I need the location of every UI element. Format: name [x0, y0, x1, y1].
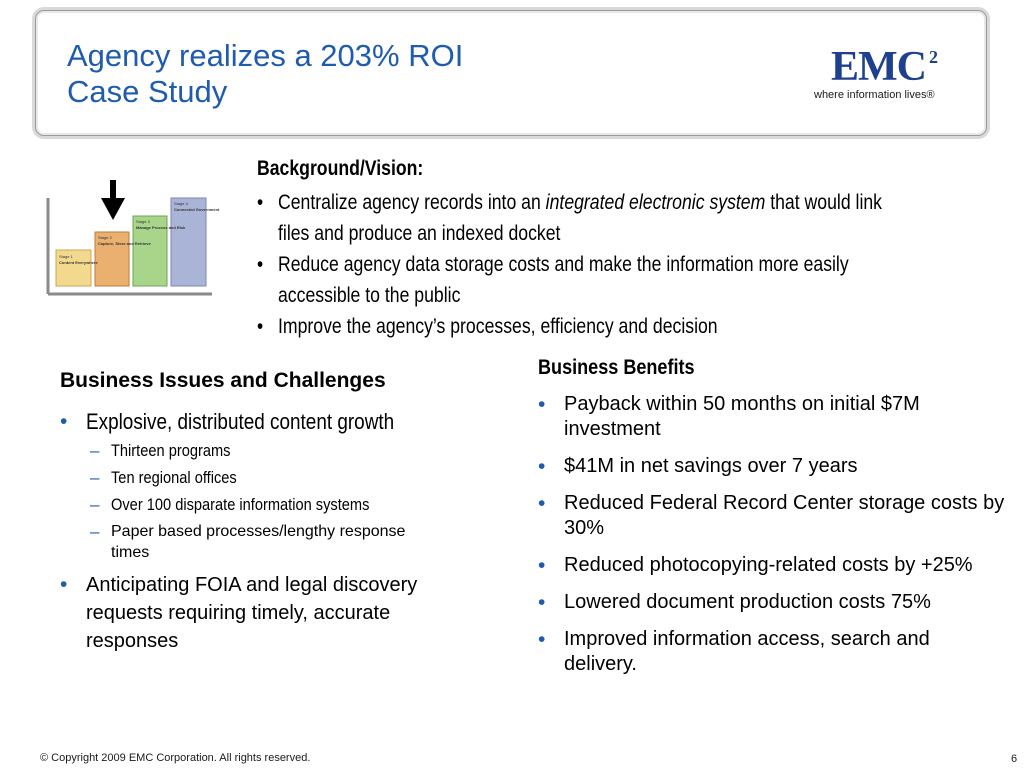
issues-item-2	[60, 571, 466, 655]
background-vision-section	[257, 155, 937, 342]
issues-list	[60, 408, 460, 655]
copyright-footer: © Copyright 2009 EMC Corporation. All rights reserved.	[40, 752, 311, 764]
issues-subitem-text: Over 100 disparate information systems	[111, 495, 370, 514]
stage-3-name: Stage 3	[136, 219, 150, 224]
stage-4-title: Connected Government	[174, 207, 220, 212]
bullet-icon: •	[538, 628, 546, 651]
business-issues-section	[60, 366, 460, 655]
benefits-item-text: Reduced photocopying-related costs by +25%	[564, 554, 973, 576]
benefits-item	[538, 392, 1008, 442]
benefits-item-text: Payback within 50 months on initial $7M investment	[564, 393, 920, 440]
title-line-2: Case Study	[67, 74, 228, 109]
benefits-item	[538, 454, 1008, 479]
logo-tagline: where information lives®	[814, 89, 935, 101]
issues-sublist	[86, 440, 460, 563]
page-number: 6	[1011, 753, 1018, 765]
stage-2-title: Capture, Store and Retrieve	[98, 241, 151, 246]
background-item-1-post: that would link files and produce an indexed docket	[278, 191, 883, 245]
issues-subitem-text: – Paper based processes/lengthy response times	[111, 523, 406, 561]
background-item-1	[257, 187, 912, 249]
issues-item-1-text: Explosive, distributed content growth	[86, 409, 395, 434]
bullet-icon: •	[538, 393, 546, 416]
benefits-item	[538, 553, 1008, 578]
bullet-icon: •	[538, 554, 546, 577]
benefits-heading	[538, 352, 1008, 384]
bullet-icon: •	[538, 455, 546, 478]
background-heading: Background/Vision:	[257, 157, 424, 180]
background-item-3: • Improve the agency’s processes, efficiency and decision	[257, 311, 912, 342]
background-item-1-pre: Centralize agency records into an	[278, 191, 546, 214]
benefits-item	[538, 627, 1008, 677]
logo-superscript: 2	[929, 47, 938, 67]
issues-subitem	[86, 467, 460, 489]
benefits-item-text: $41M in net savings over 7 years	[564, 455, 858, 477]
bullet-icon: •	[538, 492, 546, 515]
bullet-icon: •	[538, 591, 546, 614]
benefits-item	[538, 491, 1008, 541]
business-benefits-section	[538, 352, 1008, 689]
issues-subitem-text: Ten regional offices	[111, 468, 237, 487]
bullet-icon: •	[60, 573, 68, 596]
stage-diagram	[44, 178, 220, 296]
bullet-icon: •	[60, 410, 68, 433]
issues-item-2-text: Anticipating FOIA and legal discovery requests requiring timely, accurate responses	[86, 574, 418, 652]
benefits-list	[538, 392, 1008, 677]
issues-subitem	[86, 521, 441, 563]
background-item-1-emphasis: integrated electronic system	[545, 191, 766, 214]
stage-2-name: Stage 2	[98, 235, 112, 240]
down-arrow-icon	[101, 180, 125, 220]
emc-logo	[812, 44, 962, 108]
issues-subitem	[86, 494, 460, 516]
issues-subitem-text: Thirteen programs	[111, 441, 231, 460]
benefits-item-text: Improved information access, search and delivery.	[564, 628, 930, 675]
benefits-heading-text: Business Benefits	[538, 356, 695, 379]
benefits-item-text: Reduced Federal Record Center storage costs by 30%	[564, 492, 1005, 539]
issues-subitem	[86, 440, 460, 462]
title-line-1: Agency realizes a 203% ROI	[67, 38, 464, 73]
stage-4-name: Stage 4	[174, 201, 188, 206]
benefits-item-text: Lowered document production costs 75%	[564, 591, 931, 613]
stage-1-name: Stage 1	[59, 254, 73, 259]
issues-item-1	[60, 408, 460, 563]
stage-3-title: Manage Process and Risk	[136, 225, 186, 230]
logo-brand: EMC	[831, 44, 926, 90]
background-list	[257, 187, 937, 342]
issues-heading: Business Issues and Challenges	[60, 369, 386, 392]
slide-title	[67, 38, 463, 110]
benefits-item	[538, 590, 1008, 615]
stage-1-title: Content Everywhere	[59, 260, 98, 265]
background-item-2: • Reduce agency data storage costs and make the information more easily accessible to the public	[257, 249, 912, 311]
